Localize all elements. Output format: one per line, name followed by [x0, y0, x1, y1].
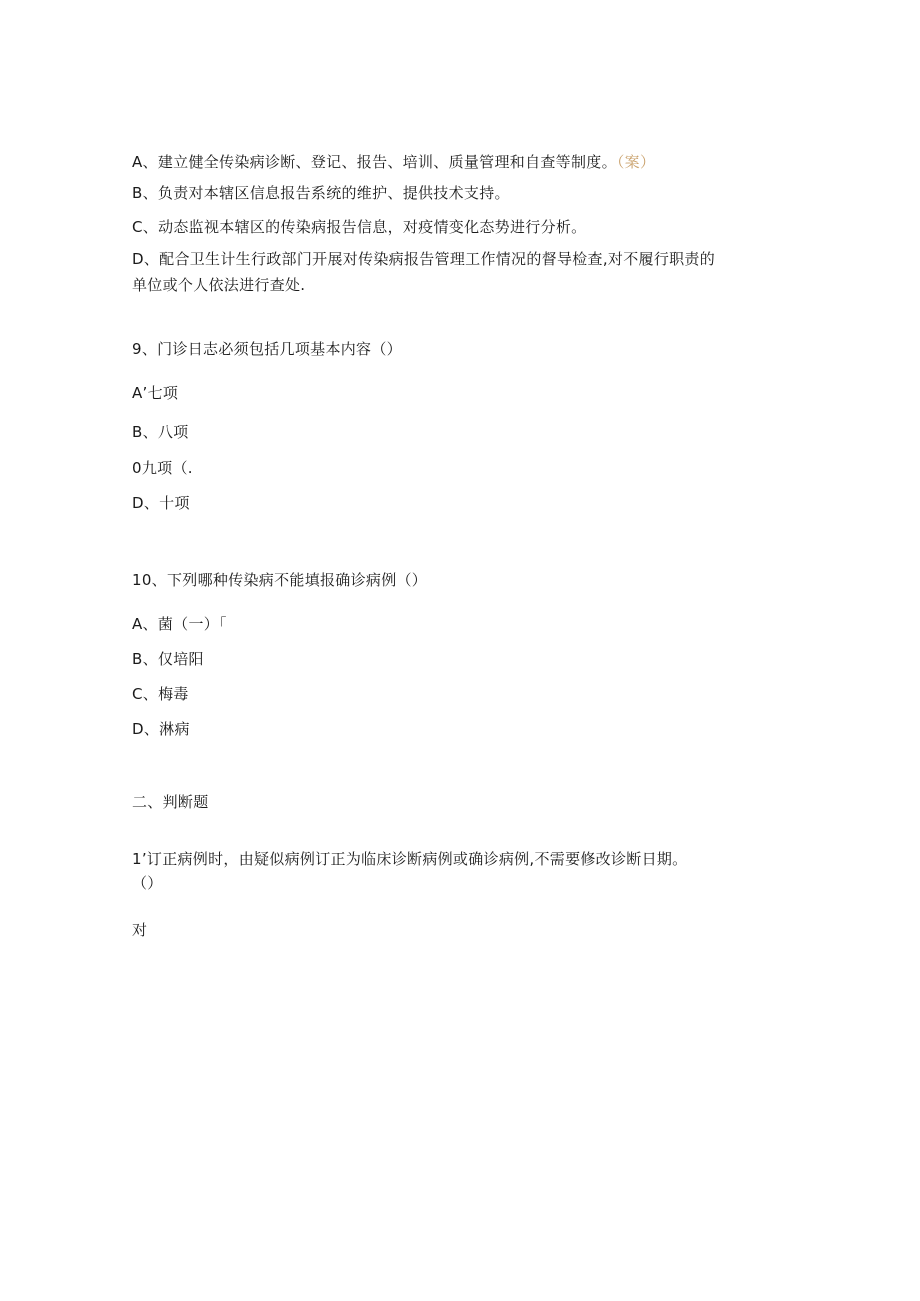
q8-option-a — [132, 152, 655, 172]
q9-question: 9、门诊日志必须包括几项基本内容（） — [132, 340, 402, 358]
q8-option-a-text: A、建立健全传染病诊断、登记、报告、培训、质量管理和自查等制度。 — [132, 153, 617, 171]
section2-heading: 二、判断题 — [132, 793, 209, 811]
q9-option-a: A’七项 — [132, 384, 179, 402]
q9-option-b: B、八项 — [132, 423, 189, 441]
q9-option-d: D、十项 — [132, 494, 190, 512]
tf-q1-line2: （） — [132, 874, 163, 892]
q10-question: 10、下列哪种传染病不能填报确诊病例（） — [132, 571, 428, 589]
q10-option-b: B、仅培阳 — [132, 650, 204, 668]
tf-q1-answer: 对 — [132, 921, 148, 939]
q8-option-a-answer-mark: （案） — [616, 153, 656, 171]
tf-q1-line1: 1’订正病例时，由疑似病例订正为临床诊断病例或确诊病例,不需要修改诊断日期。 — [132, 850, 688, 868]
q8-option-d-line2: 单位或个人依法进行查处. — [132, 276, 306, 294]
q10-option-d: D、淋病 — [132, 720, 190, 738]
q10-option-c: C、梅毒 — [132, 685, 189, 703]
q8-option-d-line1: D、配合卫生计生行政部门开展对传染病报告管理工作情况的督导检查,对不履行职责的 — [132, 250, 716, 268]
q8-option-c: C、动态监视本辖区的传染病报告信息，对疫情变化态势进行分析。 — [132, 218, 587, 236]
q10-option-a: A、菌（一）「 — [132, 615, 227, 633]
q8-option-b: B、负责对本辖区信息报告系统的维护、提供技术支持。 — [132, 184, 510, 202]
q9-option-c: 0九项（. — [132, 459, 193, 477]
